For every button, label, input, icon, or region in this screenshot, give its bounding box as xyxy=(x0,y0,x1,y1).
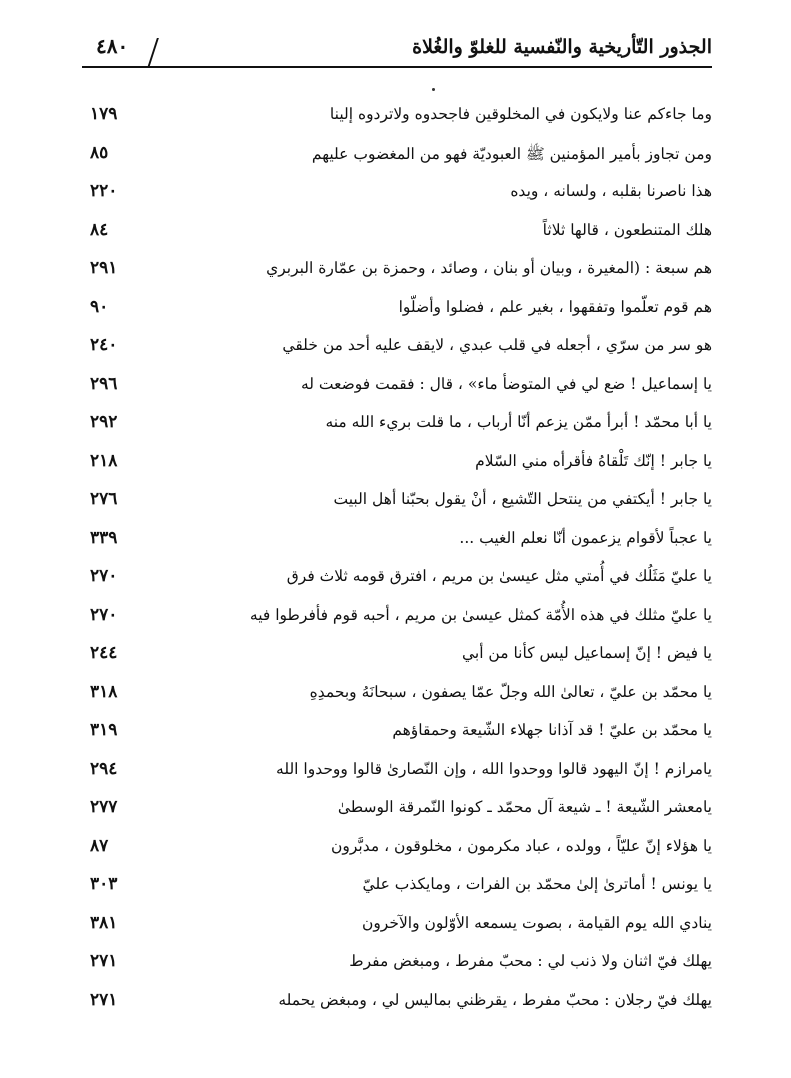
entry-page-number: ٨٧ xyxy=(90,835,109,856)
entry-page-number: ١٧٩ xyxy=(90,104,118,124)
index-entry xyxy=(82,98,712,137)
entry-text: يا محمّد بن عليّ ، تعالىٰ الله وجلّ عمّا يصفون ، سبحانَهُ وبحمدِهِ xyxy=(309,682,712,701)
index-entry xyxy=(82,214,712,253)
entry-text: يهلك فيّ اثنان ولا ذنب لي : محبّ مفرط ، ومبغض مفرط xyxy=(349,952,712,970)
index-entry xyxy=(82,406,712,445)
entry-page-number: ٢٧١ xyxy=(90,989,118,1010)
entry-text: هم قوم تعلّموا وتفقهوا ، بغير علم ، فضلوا وأضلّوا xyxy=(398,297,712,316)
index-entry xyxy=(82,252,712,291)
entry-page-number: ٢٤٤ xyxy=(90,643,118,663)
entry-page-number: ٢٩١ xyxy=(90,258,118,278)
entry-text: يا عليّ مَثَلُك في أُمتي مثل عيسىٰ بن مريم ، افترق قومه ثلاث فرق xyxy=(286,567,712,585)
entry-text: يا جابر ! إنّك تَلْقاهُ فأقرأه مني السّلام xyxy=(475,451,712,470)
running-title: الجذور التّأريخية والنّفسية للغلوّ والغُلاة xyxy=(412,36,712,58)
header-rule xyxy=(82,66,712,68)
entry-page-number: ٣٣٩ xyxy=(90,527,118,548)
index-entry xyxy=(82,522,712,561)
index-entry xyxy=(82,868,712,907)
entry-page-number: ٢٩٢ xyxy=(90,412,118,432)
entry-page-number: ٣١٨ xyxy=(90,681,118,702)
entry-page-number: ٣٨١ xyxy=(90,912,118,933)
entry-text: يا إسماعيل ! ضع لي في المتوضأ ماء» ، قال : فقمت فوضعت له xyxy=(300,374,712,393)
index-entry xyxy=(82,637,712,676)
entry-text: يا عليّ مثلك في هذه الأُمّة كمثل عيسىٰ بن مريم ، أحبه قوم فأفرطوا فيه xyxy=(249,605,712,624)
entry-page-number: ٣١٩ xyxy=(90,720,118,740)
page-number: ٤٨٠ xyxy=(96,34,129,58)
index-entry xyxy=(82,368,712,407)
entry-text: يا أبا محمّد ! أبرأ ممّن يزعم أنّا أرباب ، ما قلت بريء الله منه xyxy=(325,413,712,431)
entry-text: هذا ناصرنا بقلبه ، ولسانه ، ويده xyxy=(510,182,712,200)
entry-text: يا يونس ! أماترىٰ إلىٰ محمّد بن الفرات ، ومايكذب عليّ xyxy=(362,875,712,893)
entry-text: ينادي الله يوم القيامة ، بصوت يسمعه الأوّلون والآخرون xyxy=(361,913,712,932)
entry-page-number: ٢٧٠ xyxy=(90,604,118,625)
index-entry xyxy=(82,483,712,522)
index-entry xyxy=(82,907,712,946)
index-list xyxy=(82,98,712,1022)
entry-page-number: ٩٠ xyxy=(90,296,109,317)
entry-page-number: ٢٤٠ xyxy=(90,335,118,355)
entry-text: يهلك فيّ رجلان : محبّ مفرط ، يقرظني بماليس لي ، ومبغض يحمله xyxy=(278,990,712,1009)
entry-text: يا محمّد بن عليّ ! قد آذانا جهلاء الشّيعة وحمقاؤهم xyxy=(392,721,712,739)
page-header xyxy=(82,30,712,72)
entry-text: يا هؤلاء إنّ عليّاً ، وولده ، عباد مكرمون ، مخلوقون ، مدبَّرون xyxy=(331,836,712,855)
index-entry xyxy=(82,676,712,715)
entry-page-number: ٢٧٦ xyxy=(90,489,118,509)
entry-text: هلك المتنطعون ، قالها ثلاثاً xyxy=(542,220,712,239)
entry-page-number: ٣٠٣ xyxy=(90,874,118,894)
entry-text: يامعشر الشّيعة ! ـ شيعة آل محمّد ـ كونوا النّمرقة الوسطىٰ xyxy=(337,798,712,816)
index-entry xyxy=(82,291,712,330)
entry-page-number: ٢٢٠ xyxy=(90,181,118,201)
header-slash-divider xyxy=(147,38,159,68)
index-entry xyxy=(82,175,712,214)
entry-text: هم سبعة : (المغيرة ، وبيان أو بنان ، وصائد ، وحمزة بن عمّارة البربري xyxy=(266,259,712,277)
index-entry xyxy=(82,753,712,792)
entry-page-number: ٨٥ xyxy=(90,142,109,163)
entry-page-number: ٢٩٦ xyxy=(90,373,118,394)
entry-text: يا فيض ! إنّ إسماعيل ليس كأنا من أبي xyxy=(461,644,712,662)
entry-text: يا جابر ! أيكتفي من ينتحل التّشيع ، أنْ يقول بحبّنا أهل البيت xyxy=(333,490,712,508)
index-entry xyxy=(82,445,712,484)
entry-text: ومن تجاوز بأمير المؤمنين ﷺ العبوديّة فهو من المغضوب عليهم xyxy=(311,144,712,163)
index-entry xyxy=(82,599,712,638)
index-entry xyxy=(82,945,712,984)
index-entry xyxy=(82,329,712,368)
entry-text: يامرازم ! إنّ اليهود قالوا ووحدوا الله ، وإن النّصارىٰ قالوا ووحدوا الله xyxy=(276,759,712,778)
entry-text: يا عجباً لأقوام يزعمون أنّا نعلم الغيب ... xyxy=(459,528,712,547)
index-entry xyxy=(82,791,712,830)
ink-dot xyxy=(432,88,435,91)
index-entry xyxy=(82,830,712,869)
entry-page-number: ٨٤ xyxy=(90,219,109,240)
entry-page-number: ٢٧٠ xyxy=(90,566,118,586)
entry-page-number: ٢١٨ xyxy=(90,450,118,471)
entry-page-number: ٢٧٧ xyxy=(90,797,118,817)
index-entry xyxy=(82,560,712,599)
entry-page-number: ٢٧١ xyxy=(90,951,118,971)
index-entry xyxy=(82,137,712,176)
entry-text: وما جاءكم عنا ولايكون في المخلوقين فاجحدوه ولاتردوه إلينا xyxy=(329,105,712,123)
index-entry xyxy=(82,714,712,753)
entry-text: هو سر من سرّي ، أجعله في قلب عبدي ، لايقف عليه أحد من خلقي xyxy=(282,336,712,354)
index-entry xyxy=(82,984,712,1023)
entry-page-number: ٢٩٤ xyxy=(90,758,118,779)
